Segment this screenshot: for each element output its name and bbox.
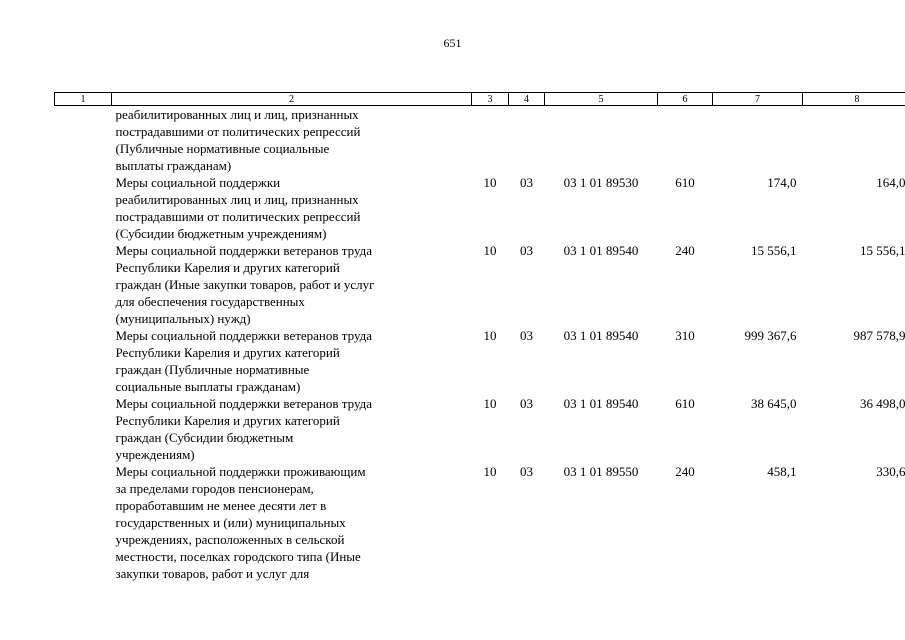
subsection-code-cell: 03: [520, 175, 533, 190]
header-col-7: 7: [713, 93, 803, 106]
section-code-cell: 10: [483, 175, 497, 190]
row-number-cell: [55, 242, 112, 327]
table-row: [55, 174, 905, 242]
row-number-cell: [55, 174, 112, 242]
header-row: [55, 93, 905, 106]
header-col-2: 2: [112, 93, 472, 106]
table-row: [55, 327, 905, 395]
section-code-cell: 10: [483, 243, 497, 258]
section-code-cell: 10: [483, 328, 497, 343]
target-article-cell: 03 1 01 89550: [563, 464, 639, 479]
expense-type-cell: 240: [675, 464, 695, 479]
section-code-cell: 10: [483, 396, 497, 411]
amount-col8-cell: 987 578,9: [853, 328, 905, 343]
table-row: [55, 463, 905, 582]
header-col-8: 8: [803, 93, 905, 106]
amount-col7-cell: 458,1: [767, 464, 797, 479]
table-row: [55, 395, 905, 463]
amount-col8-cell: 36 498,0: [860, 396, 905, 411]
target-article-cell: 03 1 01 89540: [563, 243, 639, 258]
header-col-5: 5: [545, 93, 658, 106]
description-cell: реабилитированных лиц и лиц, признанных пострадавшими от политических репрессий (Публичные нормативные социальные выплаты гражданам): [115, 107, 361, 173]
header-col-4: 4: [509, 93, 545, 106]
row-number-cell: [55, 106, 112, 175]
amount-col8-cell: [803, 106, 905, 175]
subsection-code-cell: [509, 106, 545, 175]
amount-col7-cell: [713, 106, 803, 175]
description-cell: Меры социальной поддержки проживающим за пределами городов пенсионерам, проработавшим не менее десяти лет в государственных и (или) муниципальных учреждениях, расположенных в сельской местности, поселках городского типа (Иные закупки товаров, работ и услуг для: [115, 464, 366, 581]
subsection-code-cell: 03: [520, 396, 533, 411]
row-number-cell: [55, 395, 112, 463]
header-col-6: 6: [658, 93, 713, 106]
amount-col8-cell: 15 556,1: [860, 243, 905, 258]
budget-table: [54, 92, 905, 582]
amount-col8-cell: 330,6: [876, 464, 905, 479]
table-row: [55, 242, 905, 327]
expense-type-cell: 310: [675, 328, 695, 343]
amount-col8-cell: 164,0: [876, 175, 905, 190]
subsection-code-cell: 03: [520, 243, 533, 258]
section-code-cell: [472, 106, 509, 175]
amount-col7-cell: 15 556,1: [751, 243, 797, 258]
table-row: [55, 106, 905, 175]
amount-col7-cell: 174,0: [767, 175, 797, 190]
target-article-cell: 03 1 01 89540: [563, 396, 639, 411]
subsection-code-cell: 03: [520, 464, 533, 479]
header-col-3: 3: [472, 93, 509, 106]
description-cell: Меры социальной поддержки ветеранов труда Республики Карелия и других категорий граждан (Публичные нормативные социальные выплаты гражданам): [115, 328, 373, 394]
header-col-1: 1: [55, 93, 112, 106]
description-cell: Меры социальной поддержки реабилитированных лиц и лиц, признанных пострадавшими от политических репрессий (Субсидии бюджетным учреждениям): [115, 175, 361, 241]
amount-col7-cell: 38 645,0: [751, 396, 797, 411]
row-number-cell: [55, 463, 112, 582]
target-article-cell: 03 1 01 89540: [563, 328, 639, 343]
row-number-cell: [55, 327, 112, 395]
subsection-code-cell: 03: [520, 328, 533, 343]
expense-type-cell: 610: [675, 396, 695, 411]
description-cell: Меры социальной поддержки ветеранов труда Республики Карелия и других категорий граждан (Иные закупки товаров, работ и услуг для обеспечения государственных (муниципальных) нужд): [115, 243, 375, 326]
expense-type-cell: 240: [675, 243, 695, 258]
page-number: 651: [443, 36, 462, 50]
expense-type-cell: [658, 106, 713, 175]
target-article-cell: [545, 106, 658, 175]
amount-col7-cell: 999 367,6: [744, 328, 797, 343]
section-code-cell: 10: [483, 464, 497, 479]
target-article-cell: 03 1 01 89530: [563, 175, 639, 190]
description-cell: Меры социальной поддержки ветеранов труда Республики Карелия и других категорий граждан (Субсидии бюджетным учреждениям): [115, 396, 373, 462]
expense-type-cell: 610: [675, 175, 695, 190]
